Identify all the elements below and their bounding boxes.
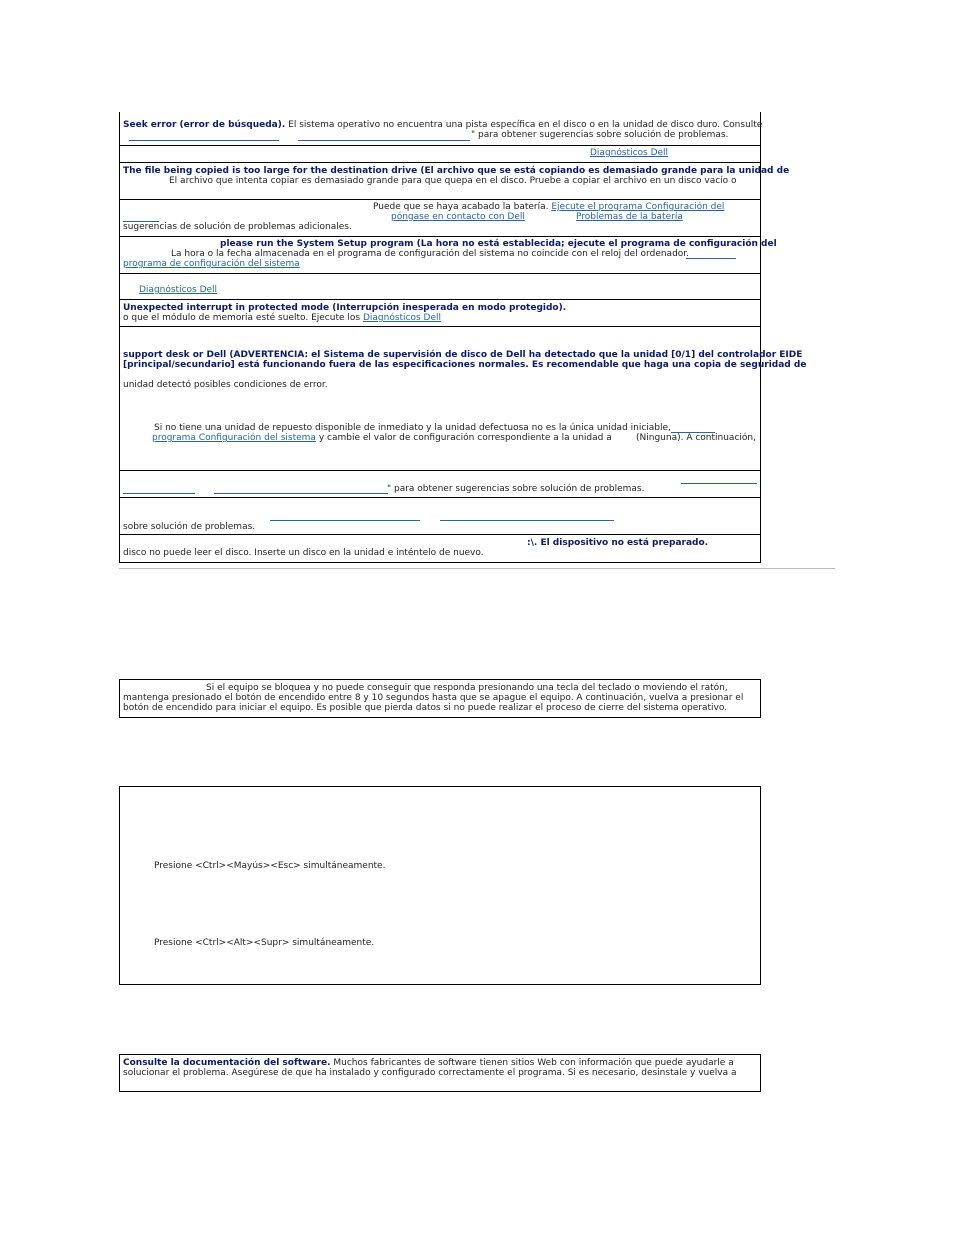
- software-text-2: solucionar el problema. Asegúrese de que ha instalado y configurado correctamente el programa. Si es necesario, desinstale y vuelva a: [123, 1068, 737, 1078]
- warning-text-4: (Ninguna). A continuación,: [636, 433, 756, 443]
- row1-tail: " para obtener sugerencias sobre solución de problemas.: [387, 484, 645, 494]
- file-large-text: El archivo que intenta copiar es demasiado grande para que quepa en el disco. Pruebe a copiar el archivo en un disco vacío o: [169, 176, 737, 186]
- warning-line-3: [152, 433, 612, 444]
- key-step-2: Presione <Ctrl><Alt><Supr> simultáneamente.: [154, 938, 375, 948]
- battery-setup-link[interactable]: Ejecute el programa Configuración del: [551, 202, 725, 212]
- row-tail-2: [120, 498, 760, 535]
- interrupt-title: Unexpected interrupt in protected mode (Interrupción inesperada en modo protegido).: [123, 303, 567, 313]
- row-disk-warning: [120, 327, 807, 471]
- row-battery: [120, 200, 760, 237]
- time-link-underline[interactable]: [686, 258, 736, 259]
- key-step-1: Presione <Ctrl><Mayús><Esc> simultáneamente.: [154, 861, 386, 871]
- interrupt-text: o que el módulo de memoria esté suelto. Ejecute los: [123, 313, 363, 323]
- row-file-too-large: [120, 163, 790, 200]
- section-divider: [119, 568, 835, 569]
- battery-text: Puede que se haya acabado la batería.: [373, 202, 549, 212]
- row-diagnostics-1: [120, 146, 760, 163]
- seek-error-text: El sistema operativo no encuentra una pista específica en el disco o en la unidad de disco duro. Consulte: [285, 120, 763, 130]
- warning-text-1: unidad detectó posibles condiciones de error.: [123, 380, 328, 390]
- software-box: [119, 1054, 761, 1092]
- row-device-not-ready: [120, 535, 760, 563]
- lockup-line-3: botón de encendido para iniciar el equipo. Es posible que pierda datos si no puede realizar el proceso de cierre del sistema operativo.: [123, 703, 728, 713]
- notready-title: :\. El dispositivo no está preparado.: [527, 538, 709, 548]
- seek-error-title: Seek error (error de búsqueda).: [123, 120, 286, 130]
- lockup-line-2: mantenga presionado el botón de encendido entre 8 y 10 segundos hasta que se apague el equipo. A continuación, vuelva a presionar el: [123, 693, 744, 703]
- interrupt-line: [123, 313, 441, 324]
- time-text: La hora o la fecha almacenada en el programa de configuración del sistema no coincide con el reloj del ordenador.: [171, 249, 690, 259]
- warning-text-2: Si no tiene una unidad de repuesto disponible de inmediato y la unidad defectuosa no es la única unidad iniciable,: [154, 423, 671, 433]
- battery-problems-link[interactable]: Problemas de la batería: [576, 212, 683, 222]
- diagnostics-link-3[interactable]: Diagnósticos Dell: [362, 313, 442, 323]
- keys-box: [119, 786, 761, 985]
- error-messages-table: [119, 112, 807, 563]
- warning-text-3: y cambie el valor de configuración correspondiente a la unidad a: [315, 433, 612, 443]
- row2-tail: sobre solución de problemas.: [123, 522, 256, 532]
- row1-link-underline-a[interactable]: [681, 483, 757, 484]
- seek-error-tail: " para obtener sugerencias sobre solución de problemas.: [471, 130, 729, 140]
- row2-link-underline-a[interactable]: [270, 520, 420, 521]
- warning-title-1: support desk or Dell (ADVERTENCIA: el Sistema de supervisión de disco de Dell ha detectado que la unidad [0/1] del controlador EIDE: [123, 350, 803, 360]
- row-time-not-set: [120, 237, 777, 274]
- warning-title-2: [principal/secundario] está funcionando fuera de las especificaciones normales. Es recomendable que haga una copia de seguridad de: [123, 360, 807, 370]
- file-large-title: The file being copied is too large for the destination drive (El archivo que se está copiando es demasiado grande para la unidad de: [123, 166, 790, 176]
- battery-tail: sugerencias de solución de problemas adicionales.: [123, 222, 352, 232]
- notready-text: disco no puede leer el disco. Inserte un disco en la unidad e inténtelo de nuevo.: [123, 548, 484, 558]
- diagnostics-link-2[interactable]: Diagnósticos Dell: [139, 285, 218, 295]
- seek-link-underline-2[interactable]: [298, 140, 470, 141]
- row-seek-error: [120, 112, 763, 146]
- row-tail-1: [120, 471, 760, 498]
- setup-config-link[interactable]: programa Configuración del sistema: [152, 433, 316, 443]
- time-title: please run the System Setup program (La hora no está establecida; ejecute el programa de configuración del: [220, 239, 777, 249]
- row2-link-underline-b[interactable]: [440, 520, 614, 521]
- row1-link-underline-b[interactable]: [123, 493, 195, 494]
- lockup-box: [119, 679, 761, 718]
- software-text-1: Muchos fabricantes de software tienen sitios Web con información que puede ayudarle a: [330, 1058, 734, 1068]
- software-title: Consulte la documentación del software.: [123, 1058, 331, 1068]
- setup-program-link[interactable]: programa de configuración del sistema: [123, 259, 300, 269]
- seek-link-underline-1[interactable]: [129, 140, 279, 141]
- diagnostics-link-1[interactable]: Diagnósticos Dell: [590, 148, 669, 158]
- row-diagnostics-2: [120, 274, 760, 300]
- row1-link-underline-c[interactable]: [214, 493, 388, 494]
- contact-dell-link[interactable]: póngase en contacto con Dell: [391, 212, 525, 222]
- lockup-line-1: Si el equipo se bloquea y no puede conseguir que responda presionando una tecla del teclado o moviendo el ratón,: [206, 683, 728, 693]
- row-unexpected-interrupt: [120, 300, 760, 327]
